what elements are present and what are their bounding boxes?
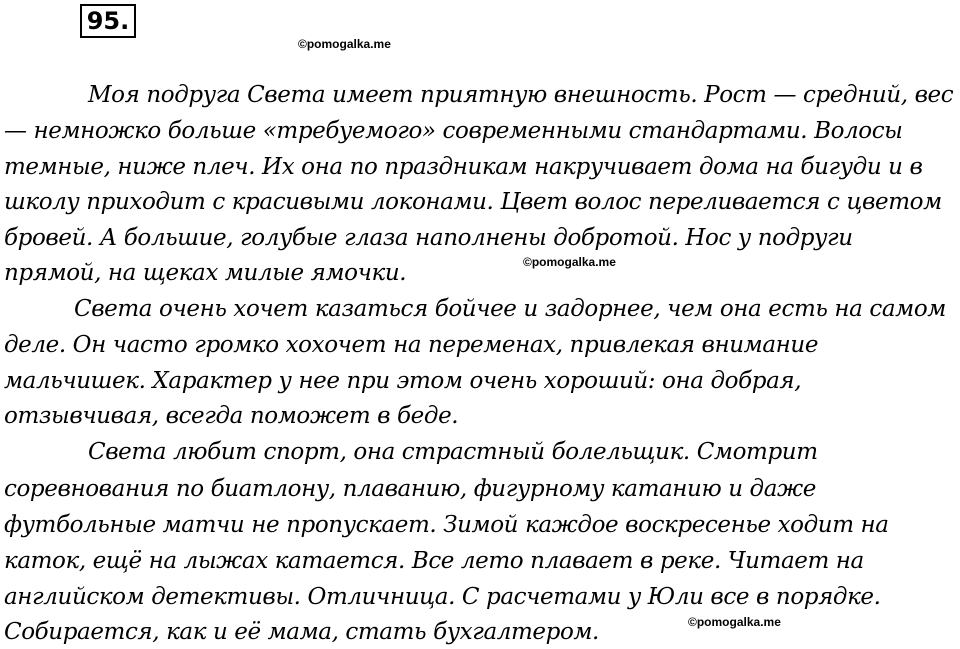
paragraph-2-line-2: деле. Он часто громко хохочет на переменах, привлекая внимание bbox=[4, 332, 819, 358]
paragraph-1-line-2: — немножко больше «требуемого» современными стандартами. Волосы bbox=[4, 118, 903, 144]
paragraph-2-line-3: мальчишек. Характер у нее при этом очень хороший: она добрая, bbox=[4, 368, 802, 394]
paragraph-3-line-2: соревнования по биатлону, плаванию, фигурному катанию и даже bbox=[4, 476, 816, 502]
paragraph-2-line-1: Света очень хочет казаться бойчее и задорнее, чем она есть на самом bbox=[74, 296, 946, 322]
paragraph-1-line-1: Моя подруга Света имеет приятную внешность. Рост — средний, вес bbox=[88, 82, 954, 108]
paragraph-3-line-3: футбольные матчи не пропускает. Зимой каждое воскресенье ходит на bbox=[4, 512, 889, 538]
watermark: ©pomogalka.me bbox=[298, 37, 391, 51]
paragraph-1-line-5: бровей. А большие, голубые глаза наполнены добротой. Нос у подруги bbox=[4, 225, 853, 251]
paragraph-2-line-4: отзывчивая, всегда поможет в беде. bbox=[4, 403, 459, 429]
paragraph-1-line-3: темные, ниже плеч. Их она по праздникам накручивает дома на бигуди и в bbox=[4, 154, 923, 180]
paragraph-3-line-4: каток, ещё на лыжах катается. Все лето плавает в реке. Читает на bbox=[4, 548, 864, 574]
paragraph-3-line-1: Света любит спорт, она страстный болельщик. Смотрит bbox=[88, 439, 818, 465]
paragraph-3-line-6: Собирается, как и её мама, стать бухгалтером. bbox=[4, 619, 599, 645]
paragraph-3-line-5: английском детективы. Отличница. С расчетами у Юли все в порядке. bbox=[4, 584, 881, 610]
paragraph-1-line-6: прямой, на щеках милые ямочки. bbox=[4, 260, 407, 286]
paragraph-1-line-4: школу приходит с красивыми локонами. Цвет волос переливается с цветом bbox=[4, 189, 942, 215]
exercise-number: 95. bbox=[80, 4, 136, 38]
watermark: ©pomogalka.me bbox=[523, 255, 616, 269]
watermark: ©pomogalka.me bbox=[688, 615, 781, 629]
